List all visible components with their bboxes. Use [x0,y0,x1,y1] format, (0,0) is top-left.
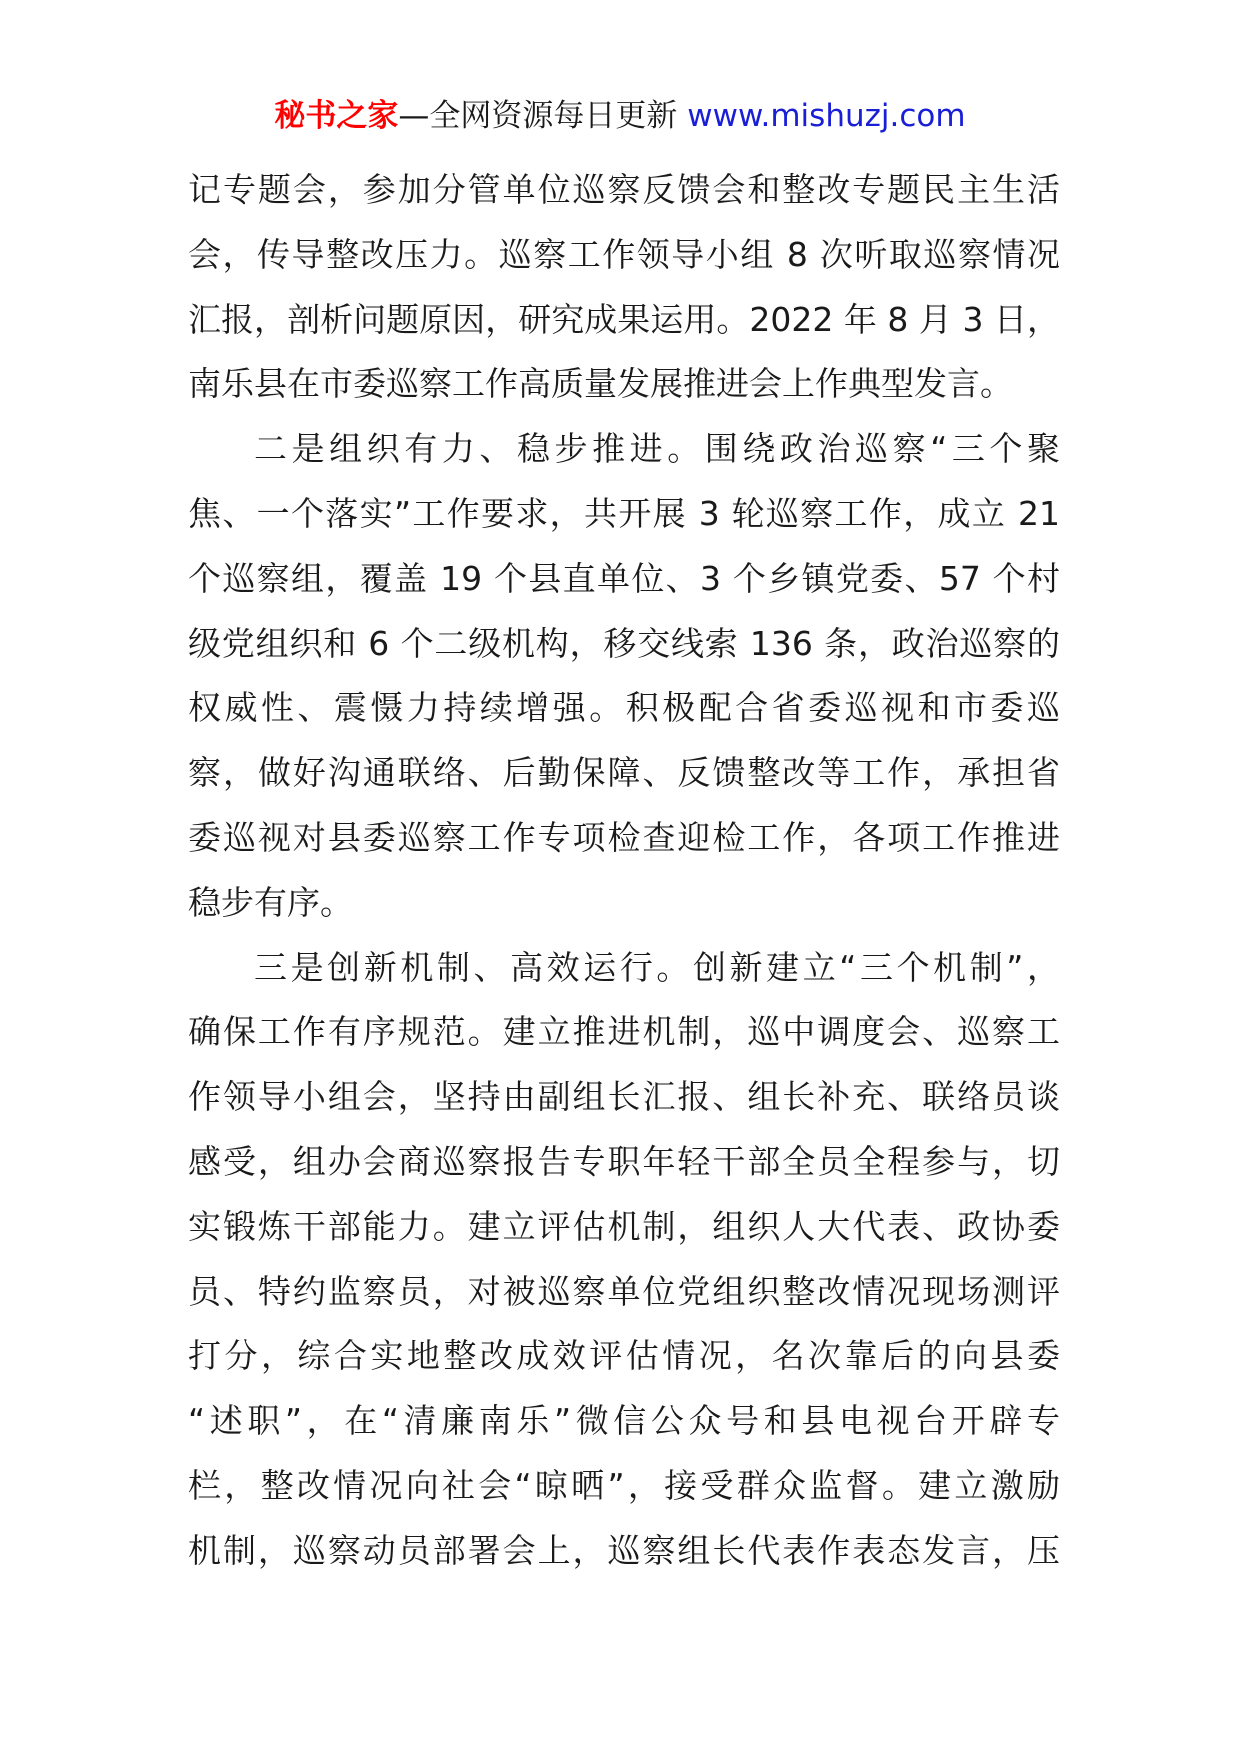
text-line: 焦、一个落实”工作要求，共开展 3 轮巡察工作，成立 21 [188,493,1060,533]
text-line: 权威性、震慑力持续增强。积极配合省委巡视和市委巡 [188,688,1060,728]
text-line: 会，传导整改压力。巡察工作领导小组 8 次听取巡察情况 [188,234,1060,274]
text-line: 委巡视对县委巡察工作专项检查迎检工作，各项工作推进 [188,817,1060,857]
website-link[interactable]: www.mishuzj.com [687,98,966,134]
text-line: 察，做好沟通联络、后勤保障、反馈整改等工作，承担省 [188,753,1060,793]
text-line: 汇报，剖析问题原因，研究成果运用。2022 年 8 月 3 日， [188,299,1060,339]
document-body [188,158,1060,1584]
text-line: 稳步有序。 [188,882,353,922]
text-line: 南乐县在市委巡察工作高质量发展推进会上作典型发言。 [188,364,1013,404]
text-line: 级党组织和 6 个二级机构，移交线索 136 条，政治巡察的 [188,623,1060,663]
text-line: “述职”，在“清廉南乐”微信公众号和县电视台开辟专 [188,1401,1060,1441]
text-line: 打分，综合实地整改成效评估情况，名次靠后的向县委 [188,1336,1060,1376]
text-line: 作领导小组会，坚持由副组长汇报、组长补充、联络员谈 [188,1077,1060,1117]
text-line: 机制，巡察动员部署会上，巡察组长代表作表态发言，压 [188,1530,1060,1570]
text-line: 三是创新机制、高效运行。创新建立“三个机制”， [254,947,1060,987]
text-line: 确保工作有序规范。建立推进机制，巡中调度会、巡察工 [188,1012,1060,1052]
brand-name: 秘书之家 [274,98,399,134]
text-line: 员、特约监察员，对被巡察单位党组织整改情况现场测评 [188,1271,1060,1311]
text-line: 感受，组办会商巡察报告专职年轻干部全员全程参与，切 [188,1141,1060,1181]
text-line: 记专题会，参加分管单位巡察反馈会和整改专题民主生活 [188,170,1060,209]
header-slogan: —全网资源每日更新 [398,98,688,134]
text-line: 实锻炼干部能力。建立评估机制，组织人大代表、政协委 [188,1206,1060,1246]
site-header [0,96,1240,136]
text-line: 个巡察组，覆盖 19 个县直单位、3 个乡镇党委、57 个村 [188,558,1060,598]
text-line: 二是组织有力、稳步推进。围绕政治巡察“三个聚 [254,429,1060,469]
text-line: 栏，整改情况向社会“晾晒”，接受群众监督。建立激励 [188,1465,1060,1505]
